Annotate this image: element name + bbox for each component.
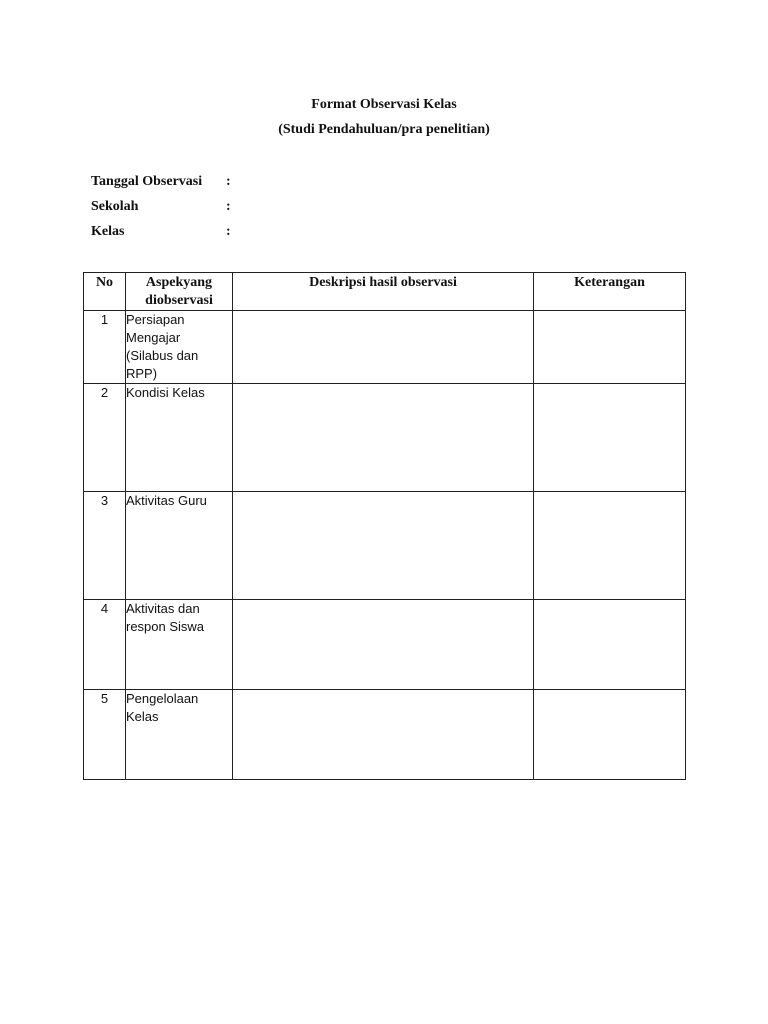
row-keterangan bbox=[534, 311, 686, 384]
row-no: 2 bbox=[84, 384, 126, 492]
table-row bbox=[84, 384, 686, 492]
row-no: 3 bbox=[84, 492, 126, 600]
table-row bbox=[84, 690, 686, 780]
table-row bbox=[84, 600, 686, 690]
title-block bbox=[0, 92, 768, 142]
field-separator: : bbox=[226, 224, 231, 239]
aspek-line: Persiapan bbox=[126, 312, 185, 327]
table-header-row bbox=[84, 273, 686, 311]
header-keterangan: Keterangan bbox=[534, 273, 686, 311]
row-no: 5 bbox=[84, 690, 126, 780]
observation-table bbox=[83, 272, 686, 780]
row-keterangan bbox=[534, 600, 686, 690]
aspek-line: RPP) bbox=[126, 366, 158, 381]
header-aspek-line1: Aspekyang bbox=[145, 275, 213, 290]
row-no: 4 bbox=[84, 600, 126, 690]
field-label: Kelas bbox=[91, 224, 125, 239]
row-keterangan bbox=[534, 384, 686, 492]
row-keterangan bbox=[534, 690, 686, 780]
row-keterangan bbox=[534, 492, 686, 600]
document-subtitle: (Studi Pendahuluan/pra penelitian) bbox=[278, 122, 490, 137]
row-aspek bbox=[126, 600, 233, 690]
document-title: Format Observasi Kelas bbox=[311, 97, 457, 112]
field-separator: : bbox=[226, 174, 231, 189]
row-deskripsi bbox=[233, 311, 534, 384]
header-no: No bbox=[84, 273, 126, 311]
row-aspek bbox=[126, 492, 233, 600]
aspek-line: Kondisi Kelas bbox=[126, 385, 205, 400]
header-aspek bbox=[126, 273, 233, 311]
field-label: Sekolah bbox=[91, 199, 139, 214]
header-deskripsi: Deskripsi hasil observasi bbox=[233, 273, 534, 311]
row-deskripsi bbox=[233, 600, 534, 690]
row-no: 1 bbox=[84, 311, 126, 384]
field-label: Tanggal Observasi bbox=[91, 174, 203, 189]
row-aspek bbox=[126, 690, 233, 780]
header-aspek-line2: diobservasi bbox=[145, 293, 213, 308]
table-row bbox=[84, 311, 686, 384]
aspek-line: (Silabus dan bbox=[126, 348, 199, 363]
aspek-line: Kelas bbox=[126, 709, 159, 724]
table-row bbox=[84, 492, 686, 600]
aspek-line: Pengelolaan bbox=[126, 691, 199, 706]
field-separator: : bbox=[226, 199, 231, 214]
row-aspek bbox=[126, 384, 233, 492]
row-aspek bbox=[126, 311, 233, 384]
row-deskripsi bbox=[233, 384, 534, 492]
row-deskripsi bbox=[233, 492, 534, 600]
aspek-line: Mengajar bbox=[126, 330, 181, 345]
aspek-line: Aktivitas dan bbox=[126, 601, 200, 616]
aspek-line: Aktivitas Guru bbox=[126, 493, 207, 508]
aspek-line: respon Siswa bbox=[126, 619, 205, 634]
row-deskripsi bbox=[233, 690, 534, 780]
